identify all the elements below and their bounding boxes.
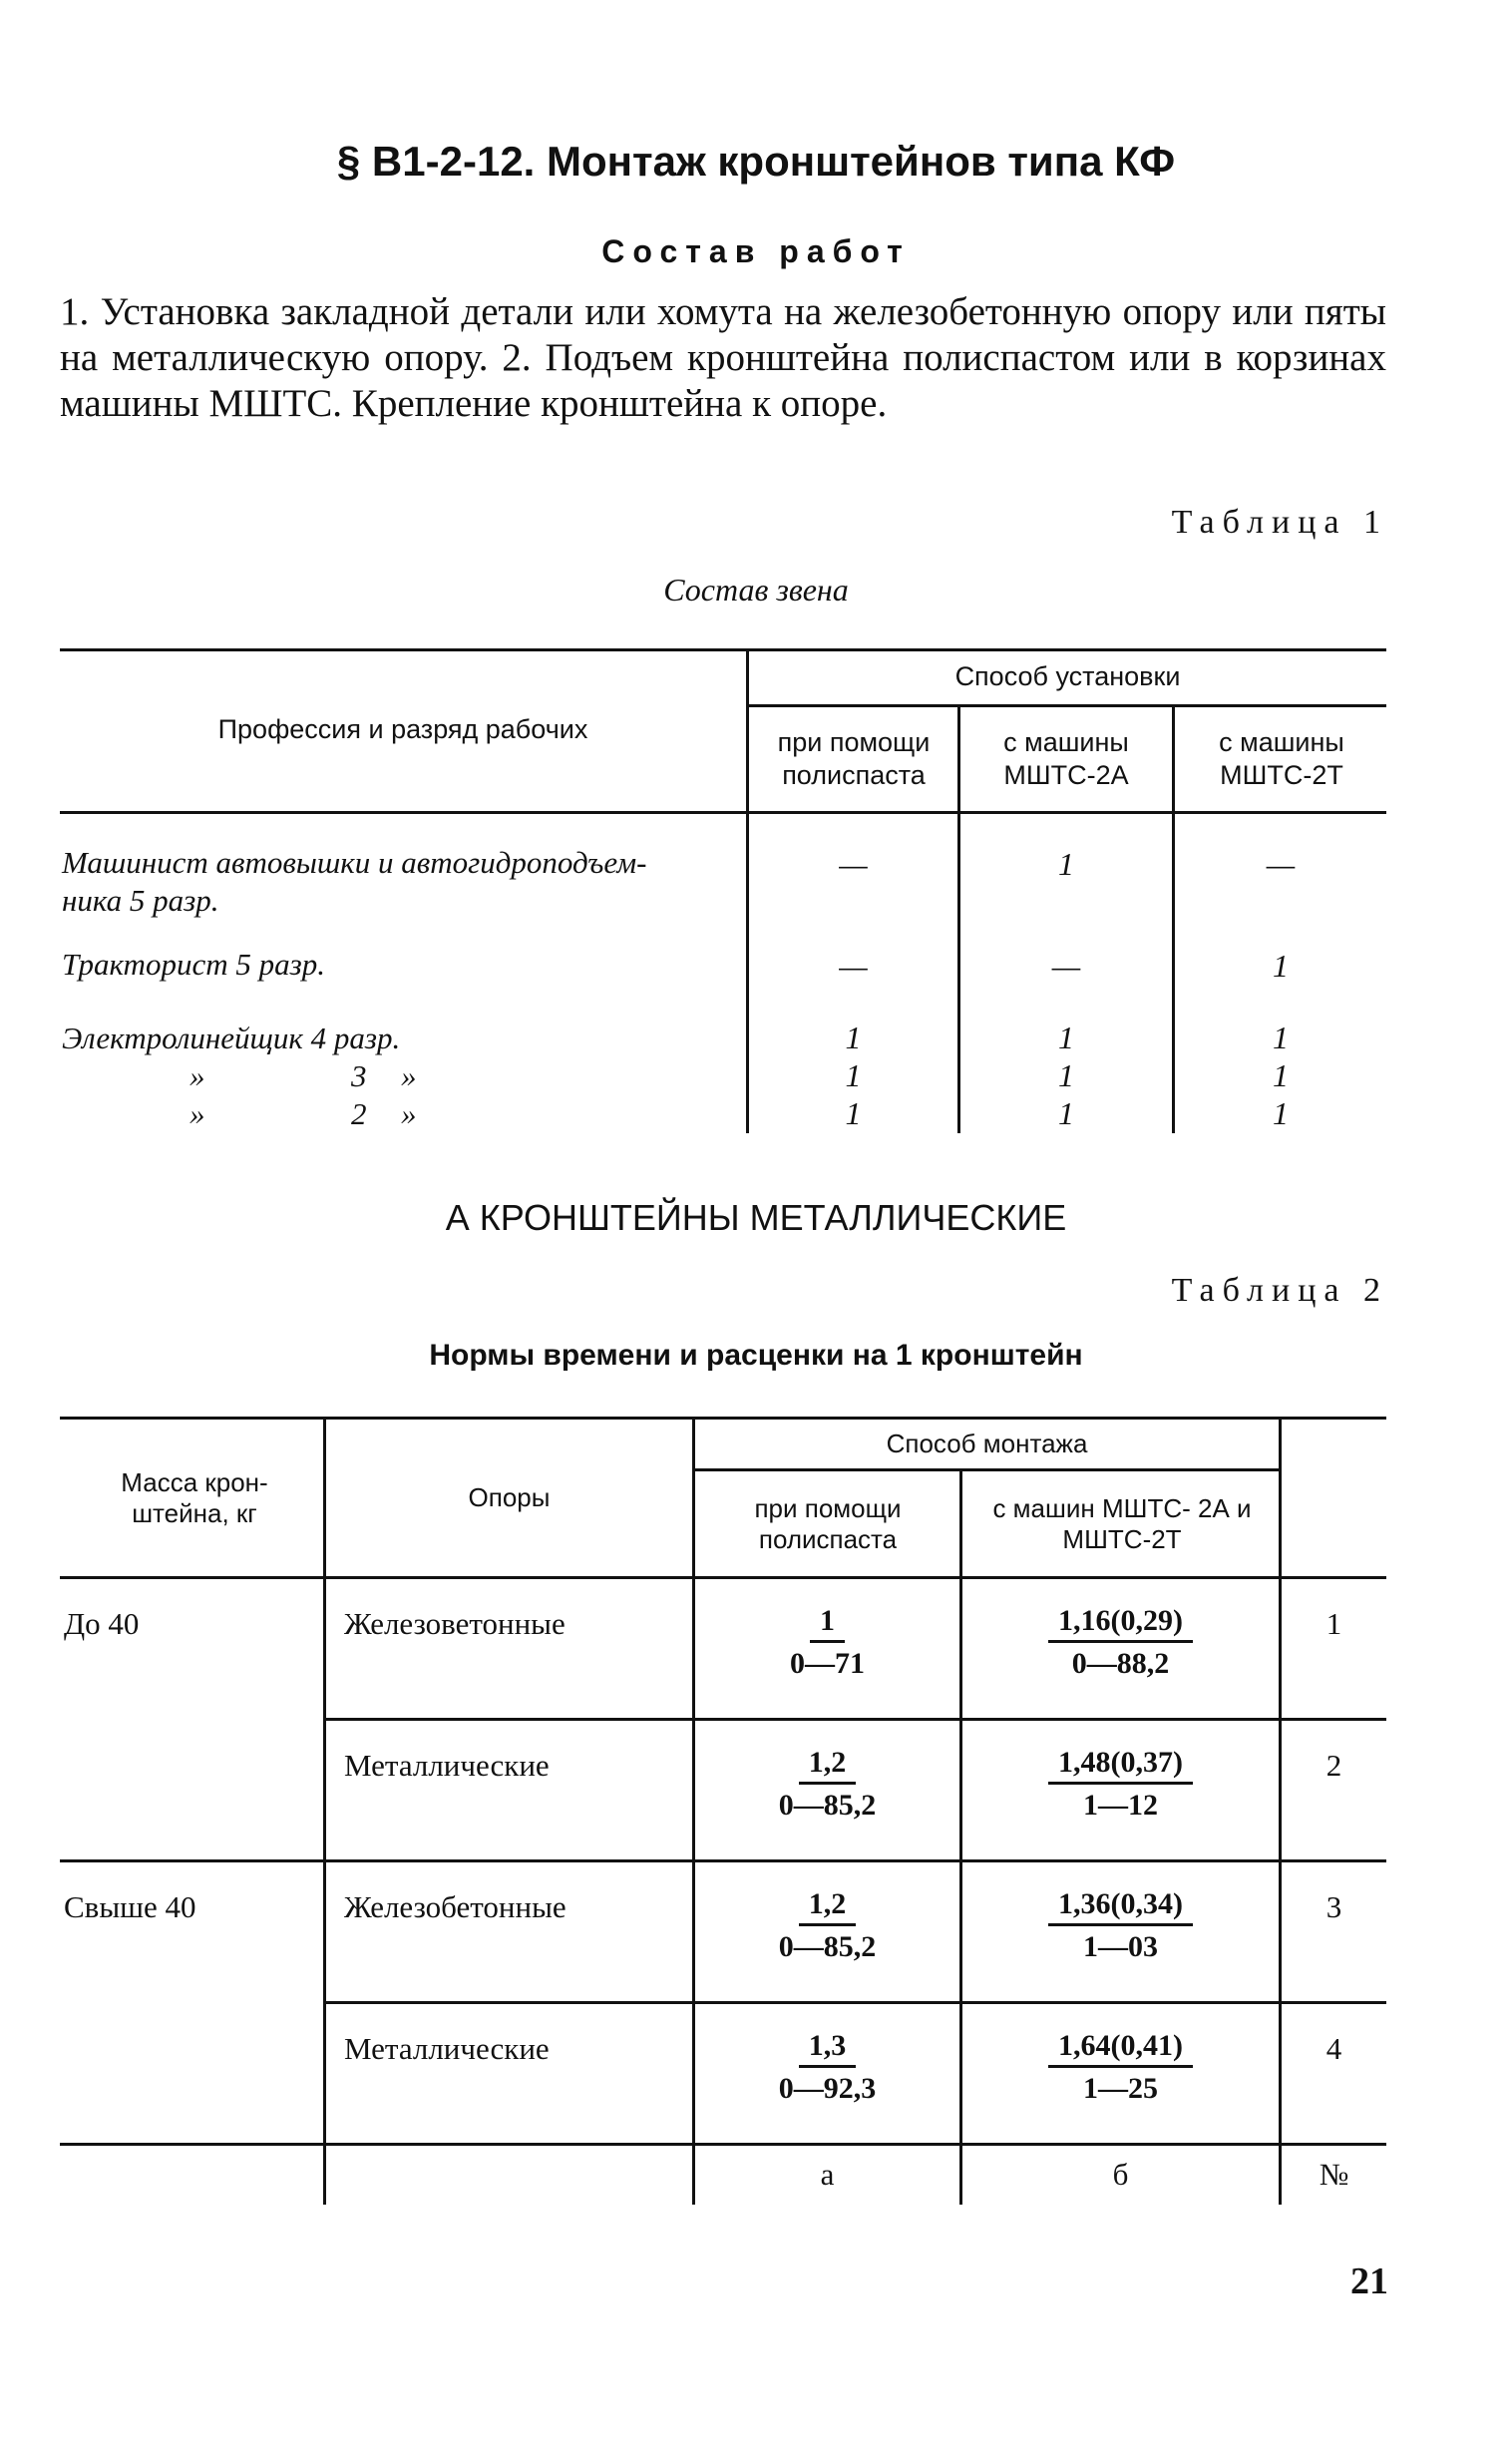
table2-row3-support: Железобетонные	[344, 1889, 567, 1924]
section-a-heading: А КРОНШТЕЙНЫ МЕТАЛЛИЧЕСКИЕ	[445, 1197, 1067, 1238]
table1-row4-quote2: »	[401, 1058, 417, 1093]
table2-row2-a: $\frac{1,2}{0—85,2}$	[778, 1746, 877, 1822]
table2-row1-support: Железоветонные	[344, 1606, 566, 1641]
table1-header-method: Способ установки	[954, 660, 1181, 691]
table2-row1-b: $\frac{1,16(0,29)}{0—88,2}$	[962, 1604, 1279, 1681]
table1-row1-name-line2: ника 5 разр.	[62, 883, 219, 918]
table1-row2-val-a: —	[839, 947, 868, 984]
table1-row5-grade: 2	[351, 1096, 367, 1131]
table2-row3-no: 3	[1325, 1889, 1342, 1924]
table2-row1-mass: До 40	[64, 1606, 140, 1641]
table1-row2-name: Тракторист 5 разр.	[62, 947, 325, 982]
table1-row3-name: Электролинейщик 4 разр.	[62, 1021, 401, 1055]
table1-row5-val-b: 1	[1058, 1094, 1074, 1131]
table2-col-mshts: с машин МШТС- 2А и МШТС-2Т	[992, 1492, 1252, 1554]
table2-header-mass: Масса крон- штейна, кг	[121, 1466, 268, 1528]
table2-row2-b: $\frac{1,48(0,37)}{1—12}$	[962, 1746, 1279, 1823]
table1-col-polyspast: при помощи полиспаста	[777, 727, 931, 790]
table2-row1-no: 1	[1325, 1606, 1342, 1641]
table2-row3-a: $\frac{1,2}{0—85,2}$	[778, 1887, 877, 1963]
table2-label: Таблица 2	[1171, 1272, 1388, 1309]
table1-row3-val-a: 1	[845, 1019, 862, 1055]
table1-row4-quote: »	[189, 1058, 205, 1093]
section-title: § В1-2-12. Монтаж кронштейнов типа КФ	[336, 138, 1176, 185]
table1-row2-val-b: —	[1051, 947, 1081, 984]
table2-row4-a: $\frac{1,3}{0—92,3}$	[778, 2029, 877, 2105]
table1-header-profession: Профессия и разряд рабочих	[217, 714, 588, 744]
table2-row4-support: Металлические	[344, 2031, 550, 2066]
table1-row4-val-a: 1	[845, 1056, 862, 1093]
table2-footer-no: №	[1319, 2157, 1349, 2192]
table2-row4-b: $\frac{1,64(0,41)}{1—25}$	[962, 2029, 1279, 2106]
work-description: 1. Установка закладной детали или хомута на железобетонную опору или пяты на металлическую опору. 2. Подъем кронштейна полиспастом или в корзинах машины МШТС. Крепление кронштейна к опоре.	[60, 290, 1386, 425]
table1-row4-grade: 3	[351, 1058, 367, 1093]
table1-row5-quote: »	[189, 1096, 205, 1131]
table2-caption: Нормы времени и расценки на 1 кронштейн	[429, 1339, 1083, 1372]
table1-caption: Состав звена	[663, 572, 849, 608]
page-number: 21	[1350, 2260, 1388, 2302]
table1-label: Таблица 1	[1171, 504, 1388, 541]
table1-row5-quote2: »	[401, 1096, 417, 1131]
table1-row5-val-a: 1	[845, 1094, 862, 1131]
table1-row2-val-c: 1	[1273, 947, 1289, 984]
table2-footer-a: а	[820, 2157, 835, 2192]
table2-row3-mass: Свыше 40	[64, 1889, 196, 1924]
table1-row1-name-line1: Машинист автовышки и автогидроподъем-	[62, 845, 647, 880]
table1-row1-val-a: —	[839, 845, 868, 882]
table2-row2-support: Металлические	[344, 1748, 550, 1783]
table2-header-method: Способ монтажа	[886, 1429, 1088, 1458]
table1-col-mshts-2a: с машины МШТС-2А	[1003, 727, 1129, 790]
table1-row1-val-c: —	[1266, 845, 1296, 882]
table1-col-mshts-2t: с машины МШТС-2Т	[1219, 727, 1344, 790]
table2-row2-no: 2	[1325, 1748, 1342, 1783]
table2-footer-b: б	[1112, 2157, 1129, 2192]
table2-col-polyspast: при помощи полиспаста	[754, 1492, 902, 1554]
table1-row3-val-b: 1	[1058, 1019, 1074, 1055]
table2-row1-a: $\frac{1}{0—71}$	[790, 1604, 865, 1680]
table1-row3-val-c: 1	[1273, 1019, 1289, 1055]
table2-row3-b: $\frac{1,36(0,34)}{1—03}$	[962, 1887, 1279, 1964]
table1-row5-val-c: 1	[1273, 1094, 1289, 1131]
table2-header-supports: Опоры	[468, 1482, 551, 1512]
work-composition-heading: Состав работ	[601, 233, 911, 269]
table1-row4-val-b: 1	[1058, 1056, 1074, 1093]
table1-row1-val-b: 1	[1058, 845, 1074, 882]
table1-row4-val-c: 1	[1273, 1056, 1289, 1093]
table2-row4-no: 4	[1325, 2031, 1342, 2066]
